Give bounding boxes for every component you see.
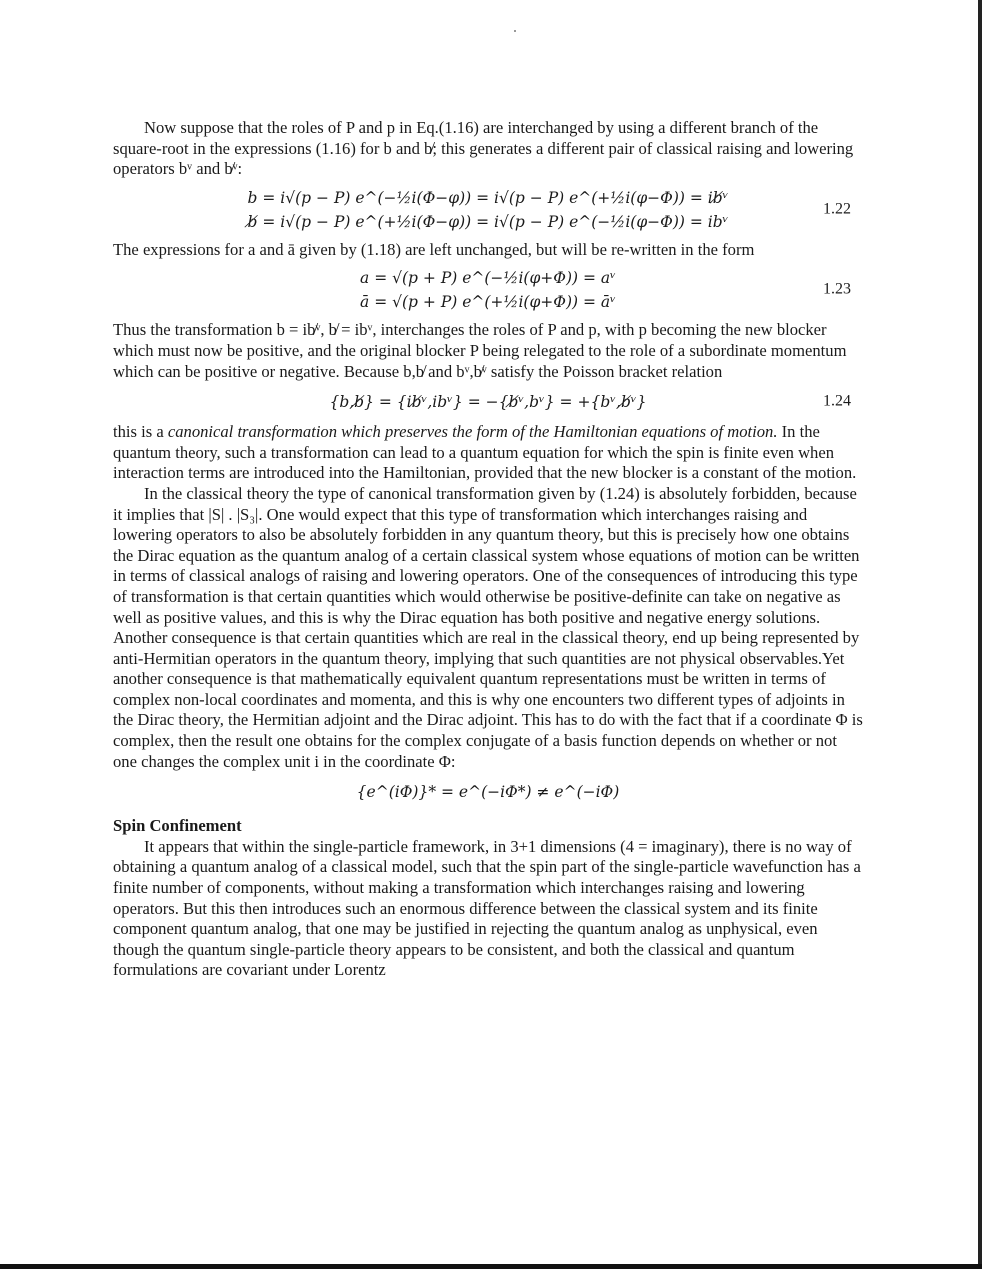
paragraph-transformation: Thus the transformation b = ib̸ᵛ, b̸ = ibᵛ, interchanges the roles of P and p, with p becoming the new blocker which must now be positive, and the original blocker P being relegated to the role of a subordinate momentum which can be positive or negative. Because b,b̸ and bᵛ,b̸ᵛ satisfy the Poisson bracket relation: [113, 320, 847, 381]
emphasized-text: canonical transformation which preserves the form of the Hamiltonian equations of motion.: [167, 422, 778, 442]
text-run: In the quantum theory, such a transformation can lead to a quantum equation for which the spin is finite even when interaction terms are introduced into the Hamiltonian, provided that the new blocker is a constant of the motion.: [113, 422, 857, 483]
paragraph-roles-interchange: Now suppose that the roles of P and p in Eq.(1.16) are interchanged by using a different branch of the square-root in the expressions (1.16) for b and b̸; this generates a different pair of classical raising and lowering operators bᵛ and b̸ᵛ:: [113, 118, 854, 179]
paragraph-spin-confinement: It appears that within the single-particle framework, in 3+1 dimensions (4 = imaginary), there is no way of obtaining a quantum analog of a classical model, such that the spin part of the single-particle wavefunction has a finite number of components, without making a transformation which interchanges raising and lowering operators. But this then introduces such an enormous difference between the classical system and its finite component quantum analog, that one may be justified in rejecting the quantum analog as unphysical, even though the quantum single-particle theory appears to be consistent, and both the classical and quantum formulations are covariant under Lorentz: [113, 836, 861, 980]
equation-1-22-line-2: b̸ = i√(p − P) e^(+½i(Φ−φ)) = i√(p − P) e^(−½i(φ−Φ)) = ibᵛ: [247, 212, 729, 231]
equation-number: 1.24: [823, 392, 851, 410]
equation-complex-conjugate-line: {e^(iΦ)}* = e^(−iΦ*) ≠ e^(−iΦ): [356, 783, 620, 802]
equation-1-22-line-1: b = i√(p − P) e^(−½i(Φ−φ)) = i√(p − P) e^(+½i(φ−Φ)) = ib̸ᵛ: [247, 188, 729, 207]
document-body: [113, 118, 863, 981]
text-run: this is a: [113, 422, 168, 442]
equation-number: 1.22: [823, 200, 851, 218]
paragraph-canonical-transformation: [113, 422, 863, 484]
paragraph-expressions-unchanged: The expressions for a and ā given by (1.18) are left unchanged, but will be re-written in the form: [113, 239, 755, 259]
equation-1-24-line-1: {b,b̸} = {ib̸ᵛ,ibᵛ} = −{b̸ᵛ,bᵛ} = +{bᵛ,b̸ᵛ}: [329, 393, 647, 412]
paragraph-classical-theory: In the classical theory the type of canonical transformation given by (1.24) is absolutely forbidden, because it implies that |S| . |S₃|. One would expect that this type of transformation which interchanges raising and lowering operators to also be absolutely forbidden in any quantum theory, but this is precisely how one obtains the Dirac equation as the quantum analog of a certain classical system whose equations of motion can be written in terms of classical analogs of raising and lowering operators. One of the consequences of introducing this type of transformation is that certain quantities which would otherwise be positive-definite can take on negative as well as positive values, and this is why the Dirac equation has both positive and negative energy solutions. Another consequence is that certain quantities which are real in the classical theory, end up being represented by anti-Hermitian operators in the quantum theory, implying that such quantities are not physical observables.Yet another consequence is that mathematically equivalent quantum representations must be written in terms of complex non-local coordinates and momenta, and this is why one encounters two different types of adjoints in the Dirac theory, the Hermitian adjoint and the Dirac adjoint. This has to do with the fact that if a coordinate Φ is complex, then the result one obtains for the complex conjugate of a basis function depends on whether or not one changes the complex unit i in the coordinate Φ:: [113, 483, 863, 771]
section-heading: Spin Confinement: [113, 816, 242, 836]
equation-complex-conjugate: [113, 780, 863, 804]
equation-1-23-line-2: ā = √(p + P) e^(+½i(φ+Φ)) = āᵛ: [360, 293, 616, 312]
equation-1-23-line-1: a = √(p + P) e^(−½i(φ+Φ)) = aᵛ: [360, 269, 616, 288]
equation-number: 1.23: [823, 281, 851, 299]
equation-1-22: [113, 186, 863, 234]
equation-1-23: [113, 266, 863, 314]
scan-edge-bottom: [0, 1264, 982, 1269]
scan-speck: [514, 30, 516, 32]
equation-1-24: [113, 390, 863, 414]
scan-edge-right: [978, 0, 982, 1269]
